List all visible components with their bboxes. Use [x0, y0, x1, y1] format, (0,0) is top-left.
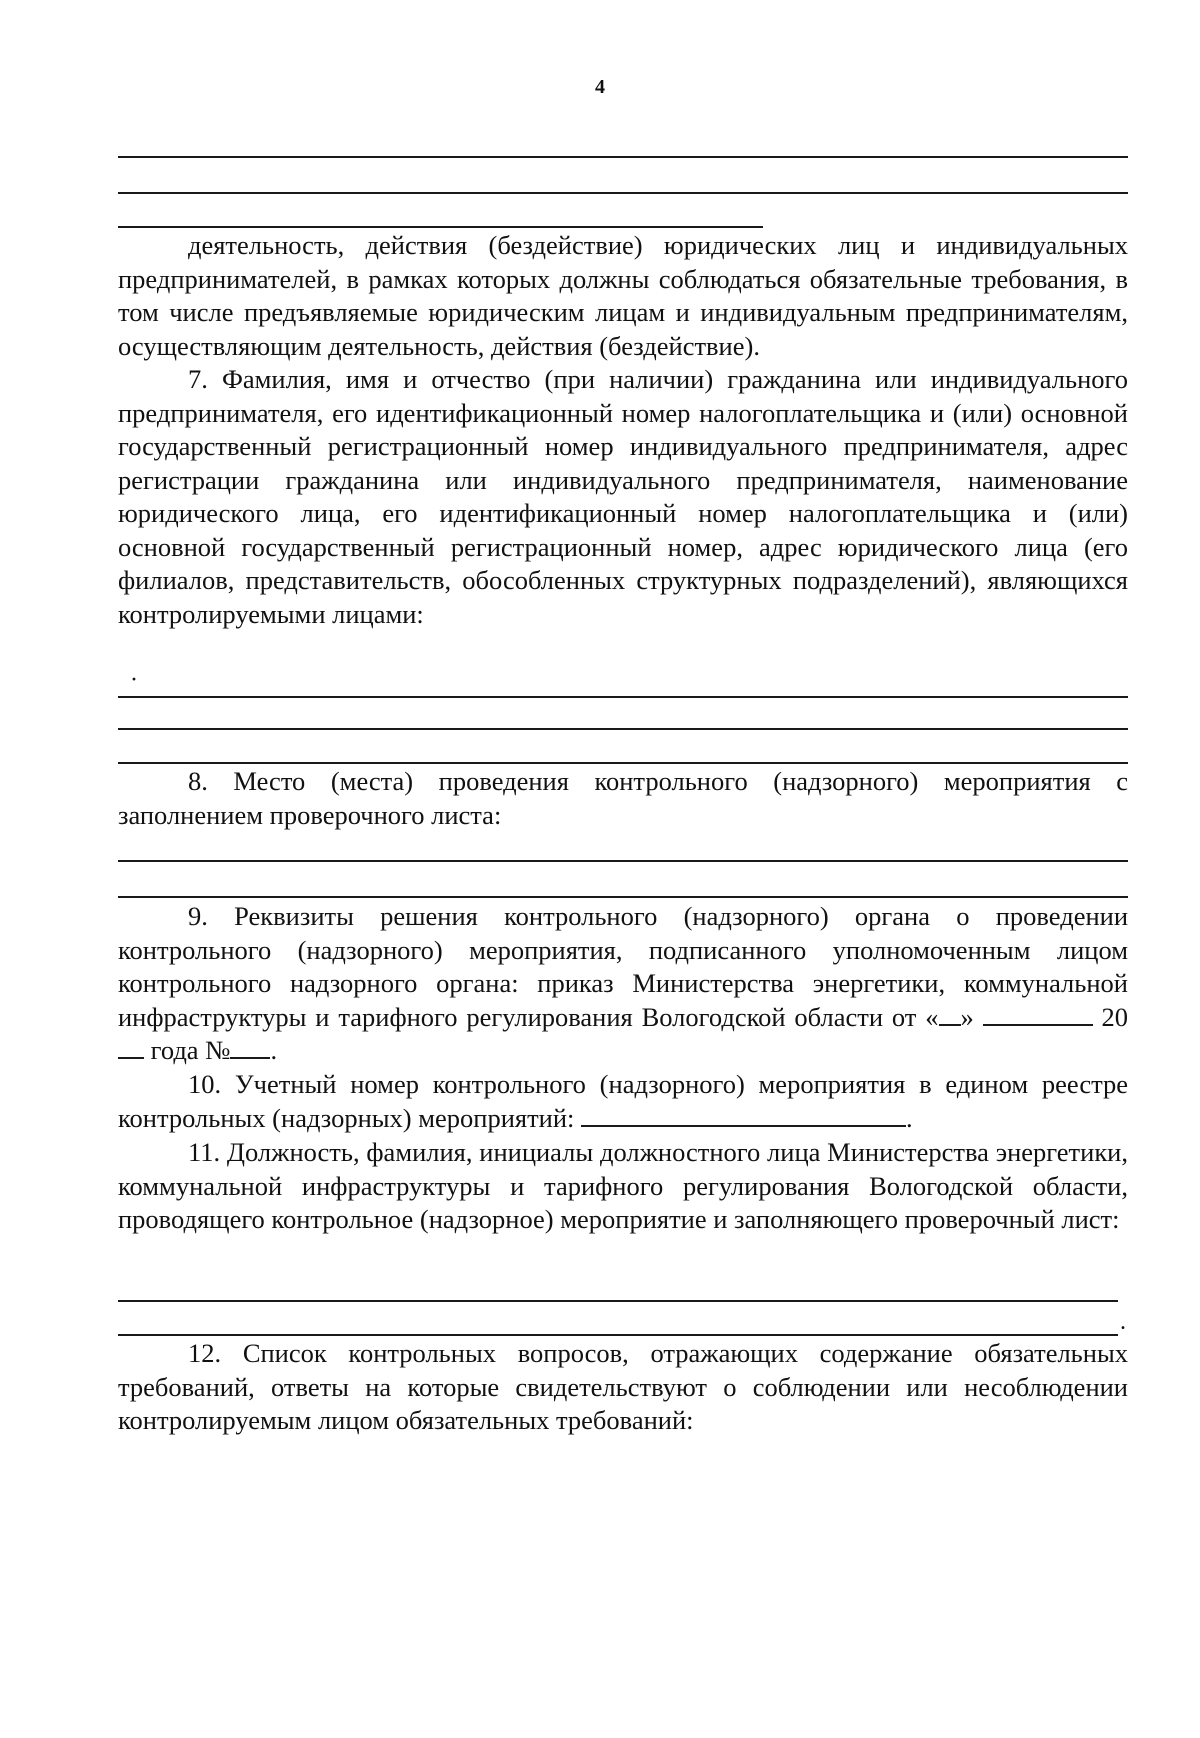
date-month-blank: [983, 1004, 1093, 1026]
item-9-year-prefix: 20: [1101, 1001, 1129, 1032]
item-7-paragraph: 7. Фамилия, имя и отчество (при наличии) гражданина или индивидуального предпринимателя, его идентификационный номер налогоплательщика и (или) основной государственный регистрационный номер индивидуального предпринимателя, адрес регистрации гражданина или индивидуального предпринимателя, наименование юридического лица, его идентификационный номер налогоплательщика и (или) основной государственный регистрационный номер, адрес юридического лица (его филиалов, представительств, обособленных структурных подразделений), являющихся контролируемыми лицами:: [118, 364, 1128, 629]
item-9-date-close: »: [960, 1001, 974, 1032]
item-12-paragraph: 12. Список контрольных вопросов, отражающих содержание обязательных требований, ответы на которые свидетельствуют о соблюдении или несоблюдении контролируемым лицом обязательных требований:: [118, 1338, 1128, 1435]
blank-line-item7-1: [118, 696, 1128, 698]
item-9-paragraph: [118, 900, 1128, 1068]
blank-line-top-3: [118, 226, 763, 228]
item-10-paragraph: [118, 1068, 1128, 1135]
item-9-year-suffix: года №: [150, 1035, 231, 1065]
blank-line-top-2: [118, 192, 1128, 194]
registry-number-blank: [581, 1105, 906, 1127]
order-number-blank: [230, 1037, 270, 1059]
item-11-paragraph: 11. Должность, фамилия, инициалы должностного лица Министерства энергетики, коммунальной инфраструктуры и тарифного регулирования Вологодской области, проводящего контрольное (надзорное) мероприятие и заполняющего проверочный лист:: [118, 1137, 1128, 1234]
date-day-blank: [939, 1004, 961, 1026]
item-11-end-period: .: [1120, 1309, 1126, 1335]
item-8-paragraph: 8. Место (места) проведения контрольного (надзорного) мероприятия с заполнением проверочного листа:: [118, 766, 1128, 830]
item-9-date-prefix: от «: [891, 1001, 939, 1032]
item-10-end: .: [906, 1102, 913, 1133]
date-year-blank: [118, 1037, 144, 1059]
blank-line-item11-1: [118, 1300, 1118, 1302]
page-number: 4: [595, 76, 605, 98]
blank-line-item8-2: [118, 896, 1128, 898]
item-10-text: 10. Учетный номер контрольного (надзорного) мероприятия в едином реестре контрольных (надзорных) мероприятий:: [118, 1069, 1128, 1133]
item-9-text: 9. Реквизиты решения контрольного (надзорного) органа о проведении контрольного (надзорного) мероприятия, подписанного уполномоченным лицом контрольного надзорного органа: приказ Министерства энергетики, коммунальной инфраструктуры и тарифного регулирования Вологодской области: [118, 901, 1128, 1032]
blank-line-top-1: [118, 156, 1128, 158]
stray-mark: ·: [130, 667, 138, 693]
blank-line-item7-3: [118, 762, 1128, 764]
blank-line-item8-1: [118, 860, 1128, 862]
blank-line-item7-2: [118, 728, 1128, 730]
blank-line-item11-2: [118, 1334, 1118, 1336]
continuation-paragraph: деятельность, действия (бездействие) юридических лиц и индивидуальных предпринимателей, в рамках которых должны соблюдаться обязательные требования, в том числе предъявляемые юридическим лицам и индивидуальным предпринимателям, осуществляющим деятельность, действия (бездействие).: [118, 230, 1128, 361]
item-9-end: .: [270, 1035, 278, 1065]
